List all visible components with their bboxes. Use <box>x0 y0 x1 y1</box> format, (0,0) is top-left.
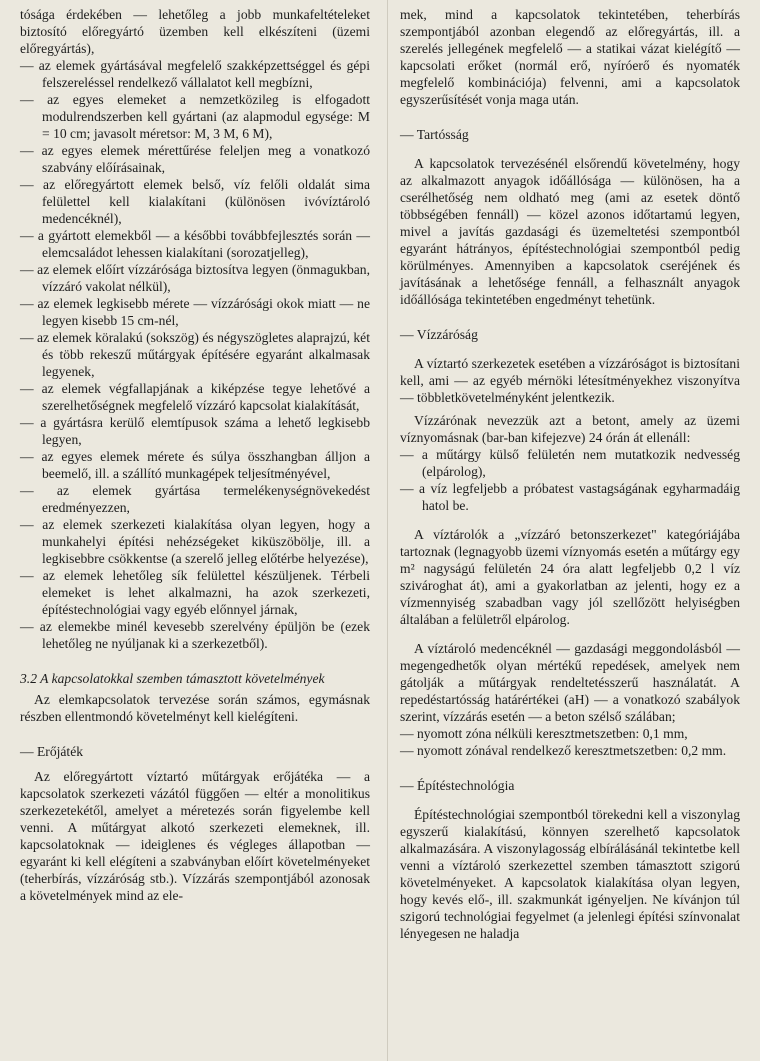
epites-text: Építéstechnológiai szempontból törekedni kell a viszonylag egyszerű kialakítású, könnyen szerelhető kapcsolatok alkalmazására. A viszonylagosság elbírálásánál tekintetbe kell venni a víztároló szerkezettel szemben támasztott szigorú követelményeket. A kapcsolatok kialakítása olyan legyen, hogy kevés elő-, ill. szakmunkát igényeljen. Ne kívánjon túl szigorú technológiai fegyelmet (a jelenlegi építési színvonalat lényegesen ne haladja <box>400 807 740 941</box>
list-item: — az egyes elemeket a nemzetközileg is elfogadott modulrendszerben kell gyártani (az alapmodul egysége: M = 10 cm; javasolt méretsor: M, 3 M, 6 M), <box>20 92 370 141</box>
column-divider <box>387 0 388 1061</box>
list-item: — az elemek lehetőleg sík felülettel készüljenek. Térbeli elemeket is lehet alkalmazni, ha azok szerkezeti, építéstechnológiai vagy egyéb előnnyel járnak, <box>20 568 370 617</box>
vizzarosag-paragraph: A víztároló medencéknél — gazdasági meggondolásból — megengedhetők olyan mértékű repedések, amelyek nem gátolják a műtárgyak rendeltetésszerű használatát. A repedéstartósság határértékei (aH) — a vonatkozó szabályok szerint, vízzárás esetén — a beton szélső szálában; <box>400 641 740 724</box>
list-item: — az elemek köralakú (sokszög) és négyszögletes alaprajzú, két és több rekeszű műtárgyak építésére egyaránt alkalmasak legyenek, <box>20 330 370 379</box>
list-item: — a gyártott elemekből — a későbbi továbbfejlesztés során — elemcsaládot lehessen kialakítani (sorozatjelleg), <box>20 228 370 260</box>
list-item: — az elemek előírt vízzárósága biztosítva legyen (önmagukban, vízzáró vakolat nélkül), <box>20 262 370 294</box>
vizzarosag-paragraph: A víztárolók a „vízzáró betonszerkezet" kategóriájába tartoznak (legnagyobb üzemi víznyomás esetén a műtárgy egy m² nagyságú felületén 24 óra alatt legfeljebb 0,2 l víz szivároghat át), ami a gyakorlatban az jelenti, hogy ez a vízmennyiség szabadban vagy jól szellőzött helyiségben általában a felületről elpárolog. <box>400 527 740 627</box>
vizzarosag-paragraph: A víztartó szerkezetek esetében a vízzáróságot is biztosítani kell, ami — az egyéb mérnöki létesítményekhez viszonyítva — többletkövetelményként jelentkezik. <box>400 356 740 405</box>
vizzarosag-heading: — Vízzáróság <box>400 327 478 342</box>
list-item: — az elemek szerkezeti kialakítása olyan legyen, hogy a munkahelyi építési nehézségeket kiküszöbölje, ill. a legkisebbre csökkentse (a szerelő jelleg előtérbe helyezése), <box>20 517 370 566</box>
tartossag-text: A kapcsolatok tervezésénél elsőrendű követelmény, hogy az alkalmazott anyagok időállósága — különösen, ha a cserélhetőség nem oldható meg (ami az esetek döntő többségében fennáll) — közel azonos időtartamú legyen, mivel a javítás gazdasági és üzemeltetési szempontból egyaránt hátrányos, építéstechnológiai szempontból pedig körülményes. Amennyiben a kapcsolatok cseréjének és javításának a lehetősége fennáll, a felhasznált anyagok időállósága tekintetében engedményt tehetünk. <box>400 156 740 307</box>
repedes-list <box>400 725 740 759</box>
list-item: — az elemek legkisebb mérete — vízzárósági okok miatt — ne legyen kisebb 15 cm-nél, <box>20 296 370 328</box>
list-item: — az elemek gyártásával megfelelő szakképzettséggel és gépi felszereléssel rendelkező vállalatot kell megbízni, <box>20 58 370 90</box>
list-item: — az előregyártott elemek belső, víz felőli oldalát sima felülettel kell kialakítani (különösen ivóvíztároló medencéknél), <box>20 177 370 226</box>
tartossag-heading: — Tartósság <box>400 127 469 142</box>
section-title: 3.2 A kapcsolatokkal szemben támasztott követelmények <box>20 671 325 686</box>
list-item: — nyomott zónával rendelkező keresztmetszetben: 0,2 mm. <box>400 743 727 758</box>
list-item: — az elemek gyártása termelékenységnövekedést eredményezzen, <box>20 483 370 515</box>
list-item: — az egyes elemek mérete és súlya összhangban álljon a beemelő, ill. a szállító munkagépek teljesítményével, <box>20 449 370 481</box>
intro-text: tósága érdekében — lehetőleg a jobb munkafeltételeket biztosító előregyártó üzemben kell elkészíteni (üzemi előregyártás), <box>20 7 370 56</box>
element-requirements-list <box>20 57 370 652</box>
section-intro: Az elemkapcsolatok tervezése során számos, egymásnak részben ellentmondó követelményt kell kielégíteni. <box>20 692 370 724</box>
right-column <box>400 6 740 942</box>
left-column <box>20 6 370 904</box>
list-item: — az egyes elemek mérettűrése feleljen meg a vonatkozó szabvány előírásainak, <box>20 143 370 175</box>
erojatek-heading: — Erőjáték <box>20 744 84 759</box>
vizzarosag-list <box>400 446 740 514</box>
list-item: — a gyártásra kerülő elemtípusok száma a lehető legkisebb legyen, <box>20 415 370 447</box>
list-item: — nyomott zóna nélküli keresztmetszetben: 0,1 mm, <box>400 726 688 741</box>
continuation-text: mek, mind a kapcsolatok tekintetében, teherbírás szempontjából azonban elegendő az előregyártás, ill. a szerelés jellegének megfelelő — a statikai vázat kielégítő — kapcsolati erőket (normál erő, nyíróerő és nyomaték megfelelő kombinációja) felvenni, ami a kapcsolatok egyszerűsítését vonja maga után. <box>400 7 740 107</box>
list-item: — az elemekbe minél kevesebb szerelvény épüljön be (ezek lehetőleg ne nyúljanak ki a szerkezetből). <box>20 619 370 651</box>
list-item: — a víz legfeljebb a próbatest vastagságának egyharmadáig hatol be. <box>400 481 740 513</box>
erojatek-text: Az előregyártott víztartó műtárgyak erőjátéka — a kapcsolatok szerkezeti vázától függően — eltér a monolitikus szerkezetekétől, amelyet a méretezés során figyelembe kell venni. A műtárgyat alkotó szerkezeti elemeknek, ill. kapcsolatoknak — ideiglenes és végleges állapotban — egyaránt ki kell elégíteni a szabványban előírt követelményeket (teherbírás, vízzáróság stb.). Vízzárás szempontjából azonosak a követelmények mind az ele- <box>20 769 370 903</box>
vizzarosag-paragraph: Vízzárónak nevezzük azt a betont, amely az üzemi víznyomásnak (bar-ban kifejezve) 24 órán át ellenáll: <box>400 413 740 445</box>
epites-heading: — Építéstechnológia <box>400 778 515 793</box>
list-item: — a műtárgy külső felületén nem mutatkozik nedvesség (elpárolog), <box>400 447 740 479</box>
list-item: — az elemek végfallapjának a kiképzése tegye lehetővé a szerelhetőségnek megfelelő vízzáró kapcsolat kialakítását, <box>20 381 370 413</box>
